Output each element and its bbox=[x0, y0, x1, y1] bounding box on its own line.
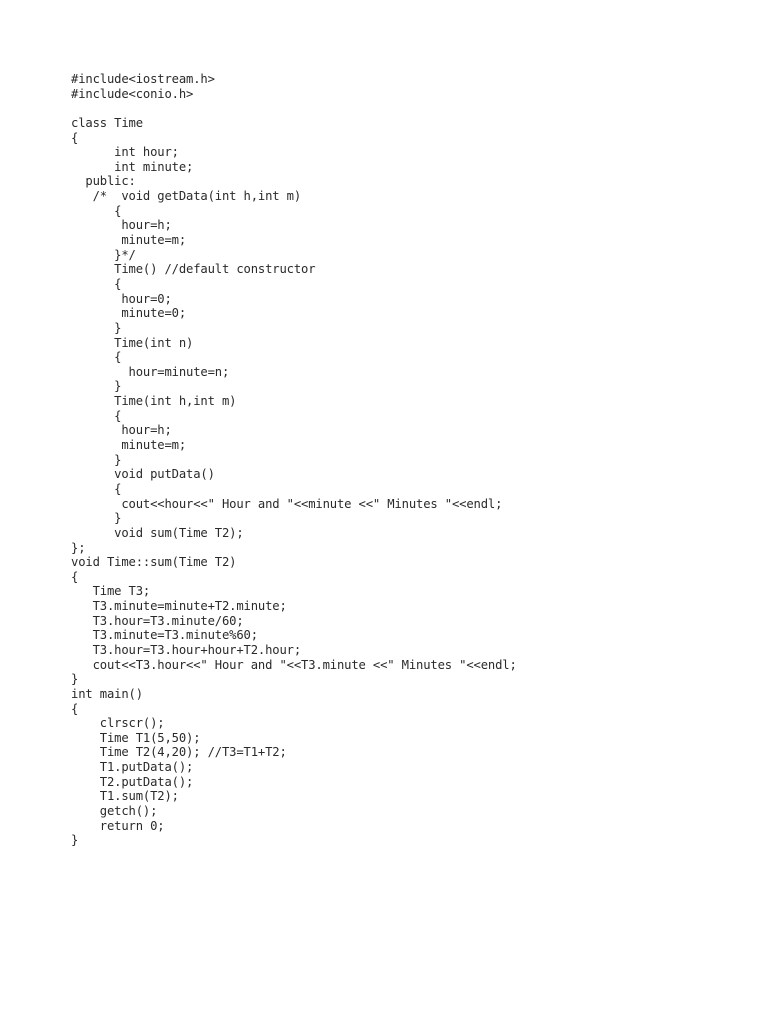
code-line: #include<iostream.h> bbox=[71, 72, 215, 86]
code-line: void putData() bbox=[71, 467, 215, 482]
code-line: minute=0; bbox=[71, 306, 186, 321]
code-line: { bbox=[71, 130, 79, 145]
code-line: { bbox=[71, 481, 122, 496]
code-line: cout<<T3.hour<<" Hour and "<<T3.minute <<" Minutes "<<endl; bbox=[71, 657, 517, 672]
code-line: Time() //default constructor bbox=[71, 262, 316, 277]
code-line: T3.hour=T3.minute/60; bbox=[71, 613, 244, 628]
code-line: { bbox=[71, 408, 122, 423]
code-line: public: bbox=[71, 174, 136, 189]
code-line: int hour; bbox=[71, 145, 179, 160]
code-line: int main() bbox=[71, 686, 143, 701]
code-line: } bbox=[71, 833, 79, 848]
code-line: /* void getData(int h,int m) bbox=[71, 189, 301, 204]
code-line: Time T1(5,50); bbox=[71, 730, 201, 745]
code-line: } bbox=[71, 452, 122, 467]
code-line: T1.putData(); bbox=[71, 760, 194, 775]
code-listing bbox=[71, 72, 517, 848]
code-line: Time T3; bbox=[71, 584, 151, 599]
code-line: }*/ bbox=[71, 247, 136, 262]
code-line: void sum(Time T2); bbox=[71, 525, 244, 540]
code-line: { bbox=[71, 701, 79, 716]
code-line: T3.hour=T3.hour+hour+T2.hour; bbox=[71, 642, 301, 657]
code-line: hour=h; bbox=[71, 218, 172, 233]
code-line: minute=m; bbox=[71, 233, 186, 248]
code-line: hour=h; bbox=[71, 423, 172, 438]
code-line: T1.sum(T2); bbox=[71, 789, 179, 804]
code-line: Time(int n) bbox=[71, 335, 194, 350]
code-line: T3.minute=minute+T2.minute; bbox=[71, 599, 287, 614]
code-line: } bbox=[71, 511, 122, 526]
code-line: getch(); bbox=[71, 804, 158, 819]
code-line: Time(int h,int m) bbox=[71, 394, 237, 409]
code-line: }; bbox=[71, 540, 86, 555]
code-line: { bbox=[71, 569, 79, 584]
code-line: hour=minute=n; bbox=[71, 364, 230, 379]
code-line: Time T2(4,20); //T3=T1+T2; bbox=[71, 745, 287, 760]
code-line: { bbox=[71, 276, 122, 291]
code-line: T3.minute=T3.minute%60; bbox=[71, 628, 258, 643]
code-line: } bbox=[71, 379, 122, 394]
code-line: cout<<hour<<" Hour and "<<minute <<" Minutes "<<endl; bbox=[71, 496, 503, 511]
code-line: return 0; bbox=[71, 818, 165, 833]
code-line: } bbox=[71, 320, 122, 335]
code-line bbox=[71, 101, 517, 116]
code-line: minute=m; bbox=[71, 438, 186, 453]
code-line: void Time::sum(Time T2) bbox=[71, 555, 237, 570]
code-line: { bbox=[71, 203, 122, 218]
code-line: class Time bbox=[71, 115, 143, 130]
code-line: { bbox=[71, 350, 122, 365]
code-line: #include<conio.h> bbox=[71, 86, 194, 101]
code-line: int minute; bbox=[71, 159, 194, 174]
code-line: T2.putData(); bbox=[71, 774, 194, 789]
code-line: hour=0; bbox=[71, 291, 172, 306]
code-line: clrscr(); bbox=[71, 716, 165, 731]
code-line: } bbox=[71, 672, 79, 687]
